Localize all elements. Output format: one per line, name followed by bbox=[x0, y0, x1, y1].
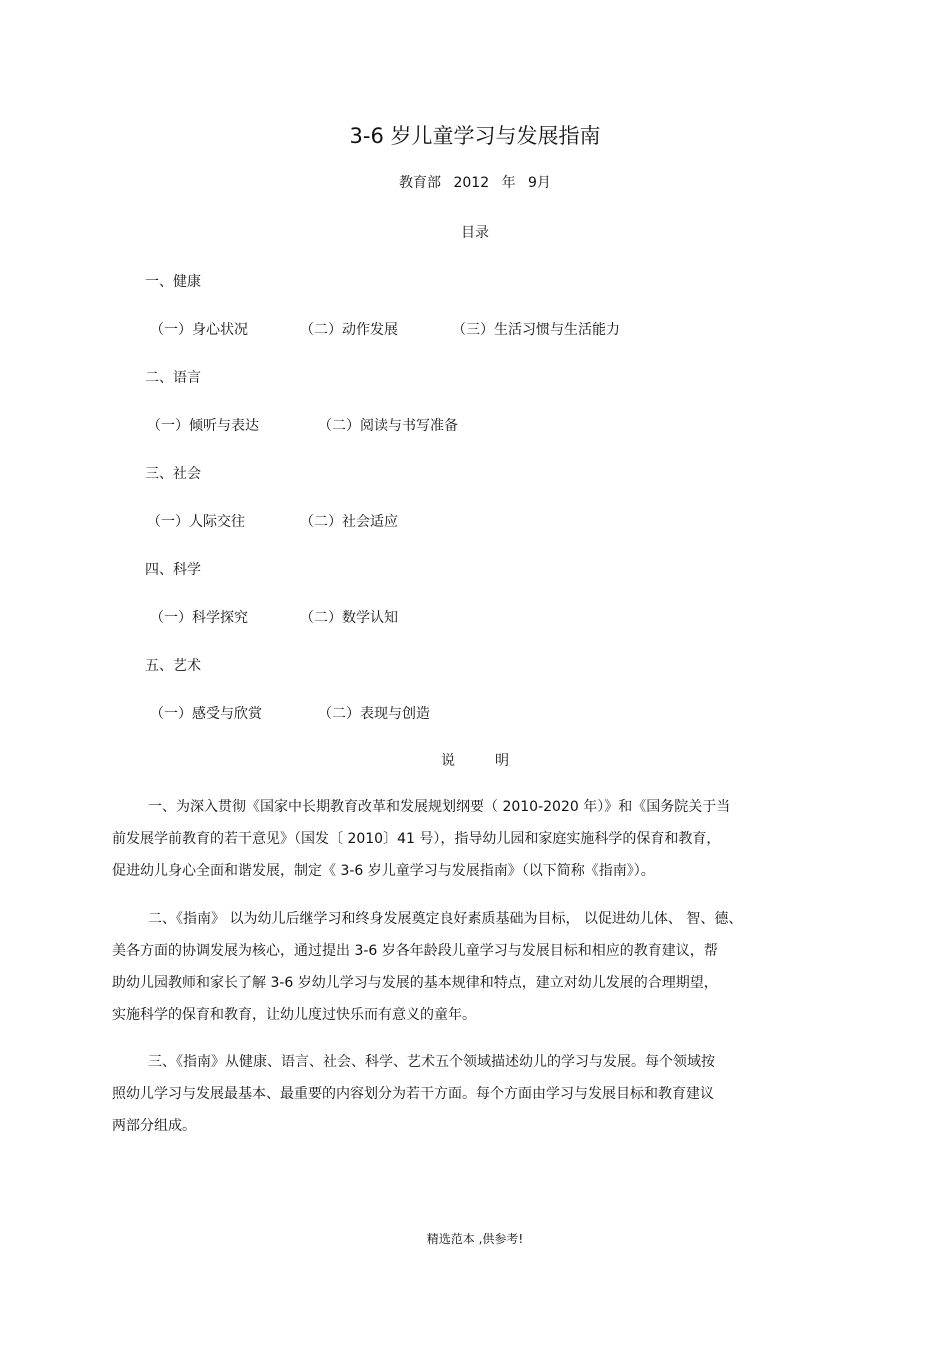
paragraph-3 bbox=[112, 1046, 852, 1142]
toc-item: （一）倾听与表达 bbox=[147, 418, 259, 434]
issuer-date: 教育部 2012 年 9月 bbox=[399, 175, 551, 191]
toc-item: （三）生活习惯与生活能力 bbox=[452, 322, 620, 338]
paragraph-line: 实施科学的保育和教育，让幼儿度过快乐而有意义的童年。 bbox=[112, 1007, 476, 1023]
paragraph-1 bbox=[112, 791, 852, 887]
toc-item: （二）社会适应 bbox=[300, 514, 398, 530]
toc-item: （一）身心状况 bbox=[150, 322, 248, 338]
toc-item: （一）人际交往 bbox=[147, 514, 245, 530]
toc-heading: 目录 bbox=[461, 225, 489, 241]
paragraph-line: 三、《指南》从健康、语言、社会、科学、艺术五个领域描述幼儿的学习与发展。每个领域按 bbox=[148, 1054, 715, 1070]
toc-item: （二）阅读与书写准备 bbox=[318, 418, 458, 434]
toc-item: （二）表现与创造 bbox=[318, 706, 430, 722]
document-title: 3-6 岁儿童学习与发展指南 bbox=[349, 124, 601, 148]
toc-section-science: 四、科学 bbox=[145, 562, 201, 578]
page-footer: 精选范本 ,供参考! bbox=[426, 1232, 524, 1246]
paragraph-line: 一、为深入贯彻《国家中长期教育改革和发展规划纲要（ 2010-2020 年）》和《国务院关于当 bbox=[148, 799, 731, 815]
toc-section-society: 三、社会 bbox=[145, 466, 201, 482]
paragraph-line: 照幼儿学习与发展最基本、最重要的内容划分为若干方面。每个方面由学习与发展目标和教育建议 bbox=[112, 1086, 714, 1102]
toc-item: （二）数学认知 bbox=[300, 610, 398, 626]
explain-heading: 说明 bbox=[441, 753, 549, 769]
paragraph-line: 美各方面的协调发展为核心，通过提出 3-6 岁各年龄段儿童学习与发展目标和相应的教育建议，帮 bbox=[112, 943, 718, 959]
paragraph-line: 二、《指南》 以为幼儿后继学习和终身发展奠定良好素质基础为目标， 以促进幼儿体、 智、德、 bbox=[148, 911, 743, 927]
paragraph-2 bbox=[112, 903, 852, 1031]
paragraph-line: 前发展学前教育的若干意见》（国发〔 2010〕41 号），指导幼儿园和家庭实施科学的保育和教育， bbox=[112, 831, 721, 847]
paragraph-line: 促进幼儿身心全面和谐发展，制定《 3-6 岁儿童学习与发展指南》（以下简称《指南》）。 bbox=[112, 863, 655, 879]
toc-section-art: 五、艺术 bbox=[145, 658, 201, 674]
toc-section-language: 二、语言 bbox=[145, 370, 201, 386]
toc-section-health: 一、健康 bbox=[145, 274, 201, 290]
toc-item: （一）科学探究 bbox=[150, 610, 248, 626]
paragraph-line: 助幼儿园教师和家长了解 3-6 岁幼儿学习与发展的基本规律和特点，建立对幼儿发展的合理期望， bbox=[112, 975, 718, 991]
toc-item: （二）动作发展 bbox=[300, 322, 398, 338]
toc-item: （一）感受与欣赏 bbox=[150, 706, 262, 722]
paragraph-line: 两部分组成。 bbox=[112, 1118, 196, 1134]
